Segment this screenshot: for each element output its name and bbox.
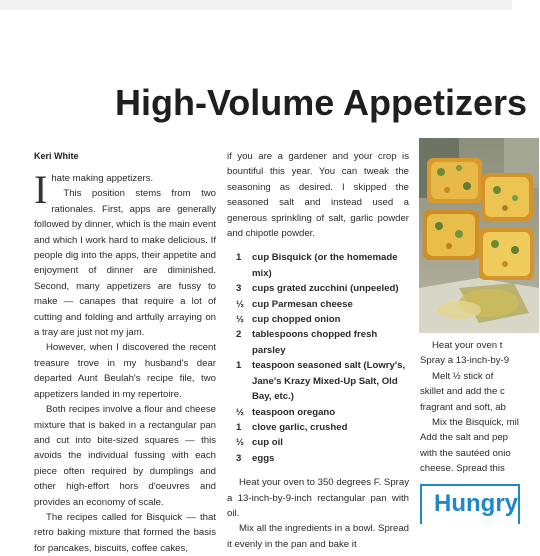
body-paragraph: This position stems from two rationales. First, apps are generally followed by dinner, which is the main event and which I work hard to make delicious. If people dig into the apps, their appetite and enjoyment of dinner are diminished. Second, many appetizers are fussy to make — canapes that require a lot of cutting and folding and artfully arraying on a tray are just not my jam. [34, 188, 216, 339]
ingredient-qty: ½ [236, 406, 245, 418]
column-3 [420, 338, 540, 477]
body-paragraph: Both recipes involve a flour and cheese mixture that is baked in a rectangular pan and cut into bite-sized squares — this avoids the individual fussing with each piece often required by dumplings and other high-effort hors d'oeuvres and provides an economy of scale. [34, 404, 216, 508]
method-line: Melt ½ stick of [432, 370, 494, 382]
sidebar-heading-text: Hungry [434, 490, 518, 517]
ingredient-qty: 2 [236, 329, 242, 341]
method-line: cheese. Spread this [420, 463, 505, 475]
column-2 [227, 149, 409, 552]
opening-sentence: hate making appetizers. [51, 173, 154, 184]
article-title: High-Volume Appetizers [115, 82, 528, 123]
ingredient-text: cup Bisquick (or the homemade mix) [252, 252, 398, 279]
body-paragraph: The recipes called for Bisquick — that retro baking mixture that formed the basis for pancakes, biscuits, coffee cakes, [34, 511, 216, 554]
ingredient-text: clove garlic, crushed [252, 421, 348, 433]
ingredient-item [227, 297, 409, 312]
ingredient-item [227, 451, 409, 466]
method-paragraph: Heat your oven to 350 degrees F. Spray a 13-inch-by-9-inch rectangular pan with oil. [227, 477, 409, 519]
opening-paragraph [34, 167, 216, 212]
ingredient-qty: 3 [236, 283, 242, 295]
method-paragraph: Mix all the ingredients in a bowl. Spread it evenly in the pan and bake it [227, 523, 409, 550]
ingredient-item [227, 250, 409, 281]
ingredient-text: tablespoons chopped fresh parsley [252, 329, 378, 356]
ingredient-item [227, 358, 409, 404]
body-paragraph: if you are a gardener and your crop is bountiful this year. You can tweak the seasoning as desired. I skipped the seasoned salt and instead used a generous sprinkling of salt, garlic powder and chipotle powder. [227, 151, 409, 240]
zucchini-squares-image [419, 138, 539, 333]
sidebar-heading [420, 484, 520, 524]
ingredient-text: cups grated zucchini (unpeeled) [252, 283, 399, 295]
ingredient-qty: ½ [236, 314, 245, 326]
method-line: skillet and add the c [420, 386, 505, 398]
ingredient-qty: ½ [236, 437, 245, 449]
ingredient-item [227, 405, 409, 420]
ingredient-text: cup chopped onion [252, 314, 341, 326]
method-line: Mix the Bisquick, mil [432, 417, 519, 429]
ingredient-text: teaspoon oregano [252, 406, 336, 418]
drop-cap: I [34, 167, 48, 212]
column-1 [34, 149, 216, 556]
ingredient-list [227, 250, 409, 466]
ingredient-qty: 1 [236, 252, 242, 264]
ingredient-item [227, 420, 409, 435]
ingredient-text: cup oil [252, 437, 283, 449]
ingredient-qty: 3 [236, 452, 242, 464]
body-paragraph: However, when I discovered the recent treasure trove in my husband's dear departed Aunt Beulah's recipe file, two appetizers landed in my repertoire. [34, 342, 216, 400]
byline: Keri White [34, 151, 79, 161]
top-margin-strip [0, 0, 512, 10]
ingredient-item [227, 281, 409, 296]
ingredient-item [227, 327, 409, 358]
ingredient-text: eggs [252, 452, 275, 464]
ingredient-text: cup Parmesan cheese [252, 298, 353, 310]
appetizer-photo [419, 138, 539, 333]
method-line: with the sautéed onio [420, 447, 511, 459]
method-line: fragrant and soft, ab [420, 401, 506, 413]
method-line: Add the salt and pep [420, 432, 509, 444]
ingredient-qty: 1 [236, 421, 242, 433]
ingredient-item [227, 312, 409, 327]
ingredient-qty: 1 [236, 360, 242, 372]
ingredient-qty: ½ [236, 298, 245, 310]
ingredient-item [227, 435, 409, 450]
ingredient-text: teaspoon seasoned salt (Lowry's, Jane's Krazy Mixed-Up Salt, Old Bay, etc.) [252, 360, 406, 403]
method-line: Heat your oven t [432, 340, 503, 351]
method-line: Spray a 13-inch-by-9 [420, 355, 510, 367]
